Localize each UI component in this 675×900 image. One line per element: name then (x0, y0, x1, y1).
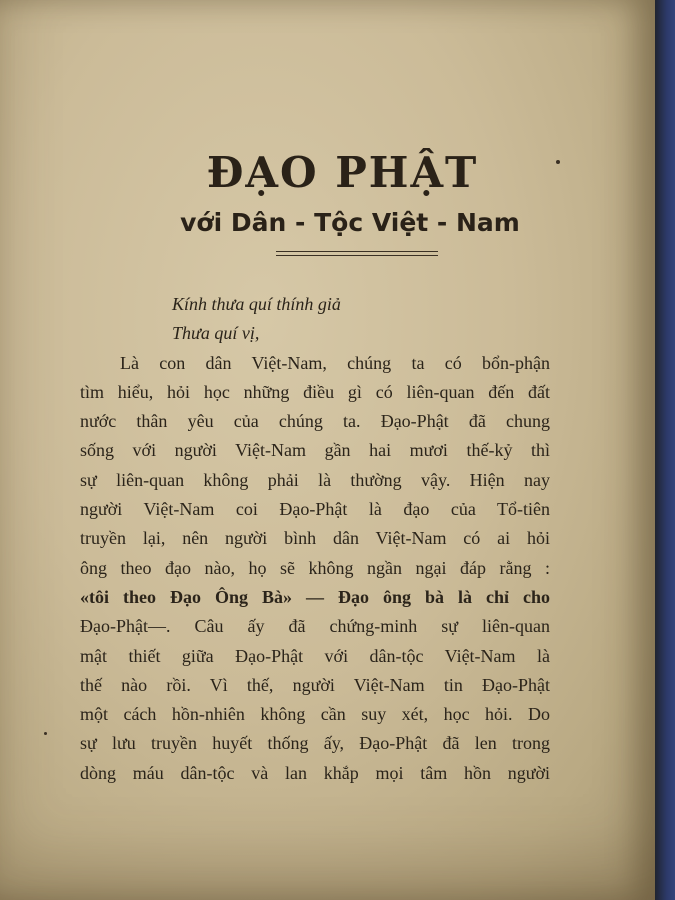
text-line: ông theo đạo nào, họ sẽ không ngần ngại đáp rằng : (80, 557, 550, 578)
text-line: dòng máu dân-tộc và lan khắp mọi tâm hồn người (80, 762, 550, 783)
text-line: Là con dân Việt-Nam, chúng ta có bổn-phận (120, 352, 550, 373)
page-title: ĐẠO PHẬT (206, 148, 479, 197)
body-text (80, 290, 550, 788)
text-line: sự liên-quan không phải là thường vậy. Hiện nay (80, 469, 550, 490)
greeting-line: Kính thưa quí thính giả (172, 294, 341, 314)
ink-speck (44, 732, 47, 735)
greeting-line: Thưa quí vị, (172, 323, 260, 344)
text-line: mật thiết giữa Đạo-Phật với dân-tộc Việt-Nam là (80, 645, 550, 666)
text-line: truyền lại, nên người bình dân Việt-Nam có ai hỏi (80, 528, 550, 549)
text-line: thế nào rồi. Vì thế, người Việt-Nam tin Đạo-Phật (80, 674, 550, 695)
page-subtitle: với Dân - Tộc Việt - Nam (180, 208, 520, 237)
text-line: một cách hồn-nhiên không cần suy xét, học hỏi. Do (80, 704, 550, 725)
text-line: tìm hiểu, hỏi học những điều gì có liên-quan đến đất (80, 381, 550, 402)
text-line: «tôi theo Đạo Ông Bà» — Đạo ông bà là chỉ cho (80, 586, 550, 607)
title-rule-top (276, 251, 438, 252)
text-line: sống với người Việt-Nam gần hai mươi thế-kỷ thì (80, 440, 550, 461)
book-cover-edge (655, 0, 675, 900)
text-line: Đạo-Phật—. Câu ấy đã chứng-minh sự liên-quan (80, 616, 550, 637)
text-line: sự lưu truyền huyết thống ấy, Đạo-Phật đã len trong (80, 733, 550, 754)
title-rule-bottom (276, 255, 438, 256)
text-line: người Việt-Nam coi Đạo-Phật là đạo của Tổ-tiên (80, 499, 550, 520)
ink-speck (556, 160, 560, 164)
text-line: nước thân yêu của chúng ta. Đạo-Phật đã chung (80, 411, 550, 432)
